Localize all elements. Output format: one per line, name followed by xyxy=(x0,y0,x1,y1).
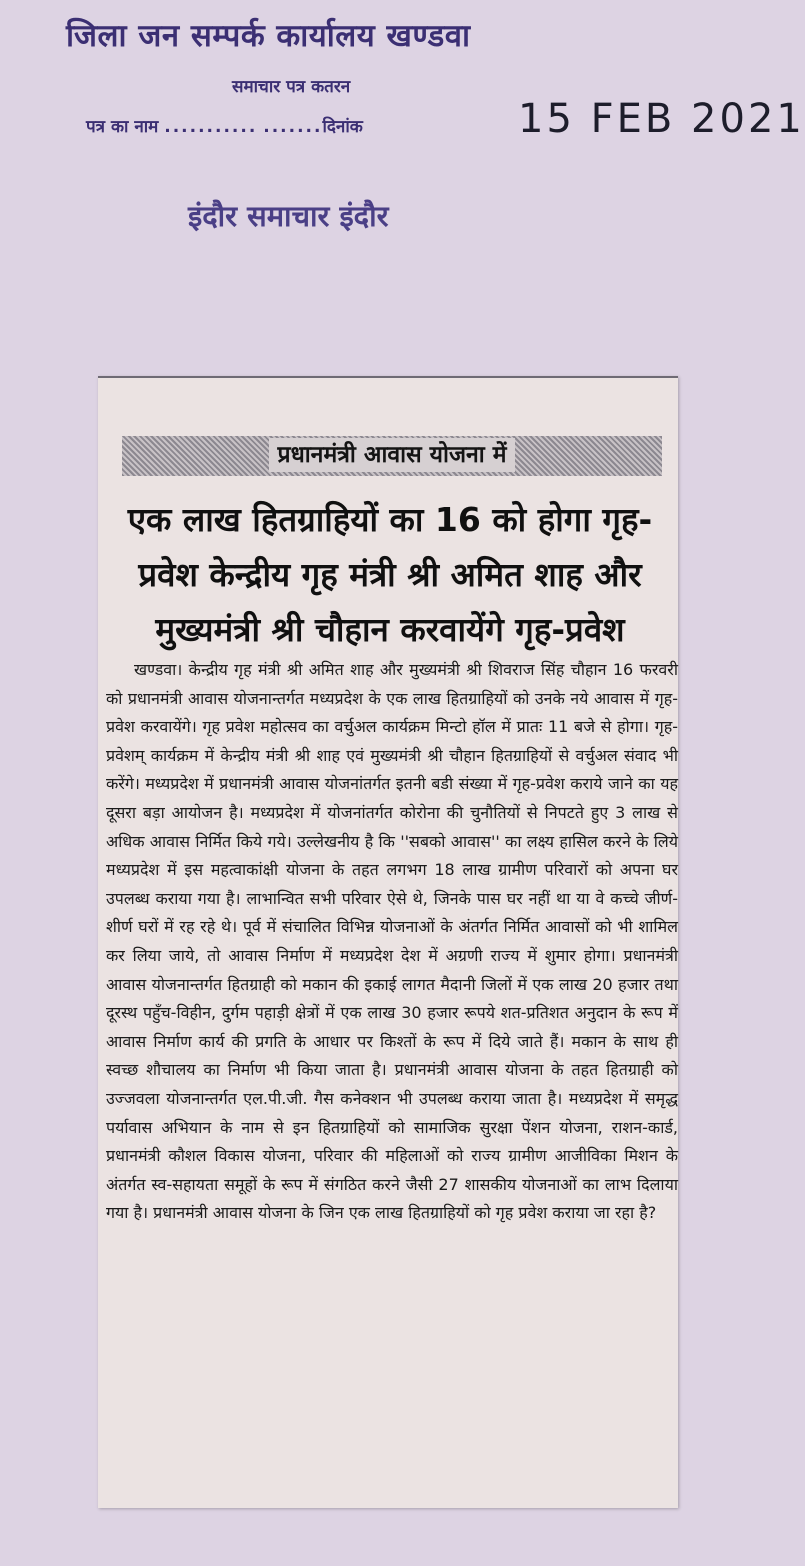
kicker-banner xyxy=(122,436,662,476)
paper-name-dots: ........... xyxy=(164,117,258,137)
date-stamp: 15 FEB 2021 xyxy=(518,96,805,142)
paper-name-row xyxy=(86,114,363,137)
date-label: दिनांक xyxy=(322,117,363,137)
office-stamp-title: जिला जन सम्पर्क कार्यालय खण्डवा xyxy=(66,18,471,54)
cutting-label: समाचार पत्र कतरन xyxy=(232,77,351,97)
kicker-text: प्रधानमंत्री आवास योजना में xyxy=(269,438,514,472)
article-headline: एक लाख हितग्राहियों का 16 को होगा गृह-प्रवेश केन्द्रीय गृह मंत्री श्री अमित शाह और मुख्यमंत्री श्री चौहान करवायेंगे गृह-प्रवेश xyxy=(127,500,653,649)
paper-name-label: पत्र का नाम xyxy=(86,117,159,137)
newspaper-clipping xyxy=(98,376,678,1508)
publication-name: इंदौर समाचार इंदौर xyxy=(188,199,389,233)
paper-name-dots-2: ....... xyxy=(263,117,323,137)
article-body: खण्डवा। केन्द्रीय गृह मंत्री श्री अमित शाह और मुख्यमंत्री श्री शिवराज सिंह चौहान 16 फरवरी को प्रधानमंत्री आवास योजनान्तर्गत मध्यप्रदेश के एक लाख हितग्राहियों को उनके नये आवास में गृह-प्रवेश करवायेंगे। गृह प्रवेश महोत्सव का वर्चुअल कार्यक्रम मिन्टो हॉल में प्रातः 11 बजे से होगा। गृह-प्रवेशम् कार्यक्रम में केन्द्रीय मंत्री श्री शाह एवं मुख्यमंत्री श्री चौहान हितग्राहियों से वर्चुअल संवाद भी करेंगे। मध्यप्रदेश में प्रधानमंत्री आवास योजनांतर्गत इतनी बडी संख्या में गृह-प्रवेश कराये जाने का यह दूसरा बड़ा आयोजन है। मध्यप्रदेश में योजनांतर्गत कोरोना की चुनौतियों से निपटते हुए 3 लाख से अधिक आवास निर्मित किये गये। उल्लेखनीय है कि ''सबको आवास'' का लक्ष्य हासिल करने के लिये मध्यप्रदेश में इस महत्वाकांक्षी योजना के तहत लगभग 18 लाख ग्रामीण परिवारों को अपना घर उपलब्ध कराया गया है। लाभान्वित सभी परिवार ऐसे थे, जिनके पास घर नहीं था या वे कच्चे जीर्ण-शीर्ण घरों में रह रहे थे। पूर्व में संचालित विभिन्न योजनाओं के अंतर्गत निर्मित आवासों को भी शामिल कर लिया जाये, तो आवास निर्माण में मध्यप्रदेश देश में अग्रणी राज्य में शुमार होगा। प्रधानमंत्री आवास योजनान्तर्गत हितग्राही को मकान की इकाई लागत मैदानी जिलों में एक लाख 20 हजार तथा दूरस्थ पहुँच-विहीन, दुर्गम पहाड़ी क्षेत्रों में एक लाख 30 हजार रूपये शत-प्रतिशत अनुदान के रूप में आवास निर्माण कार्य की प्रगति के आधार पर किश्तों के रूप में दिये जाते हैं। मकान के साथ ही स्वच्छ शौचालय का निर्माण भी किया जाता है। प्रधानमंत्री आवास योजना के तहत हितग्राही को उज्जवला योजनान्तर्गत एल.पी.जी. गैस कनेक्शन भी उपलब्ध कराया जाता है। मध्यप्रदेश में समृद्ध पर्यावास अभियान के नाम से इन हितग्राहियों को सामाजिक सुरक्षा पेंशन योजना, राशन-कार्ड, प्रधानमंत्री कौशल विकास योजना, परिवार की महिलाओं को राज्य ग्रामीण आजीविका मिशन के अंतर्गत स्व-सहायता समूहों के रूप में संगठित करने जैसी 27 शासकीय योजनाओं का लाभ दिलाया गया है। प्रधानमंत्री आवास योजना के जिन एक लाख हितग्राहियों को गृह प्रवेश कराया जा रहा है? xyxy=(106,660,678,1223)
